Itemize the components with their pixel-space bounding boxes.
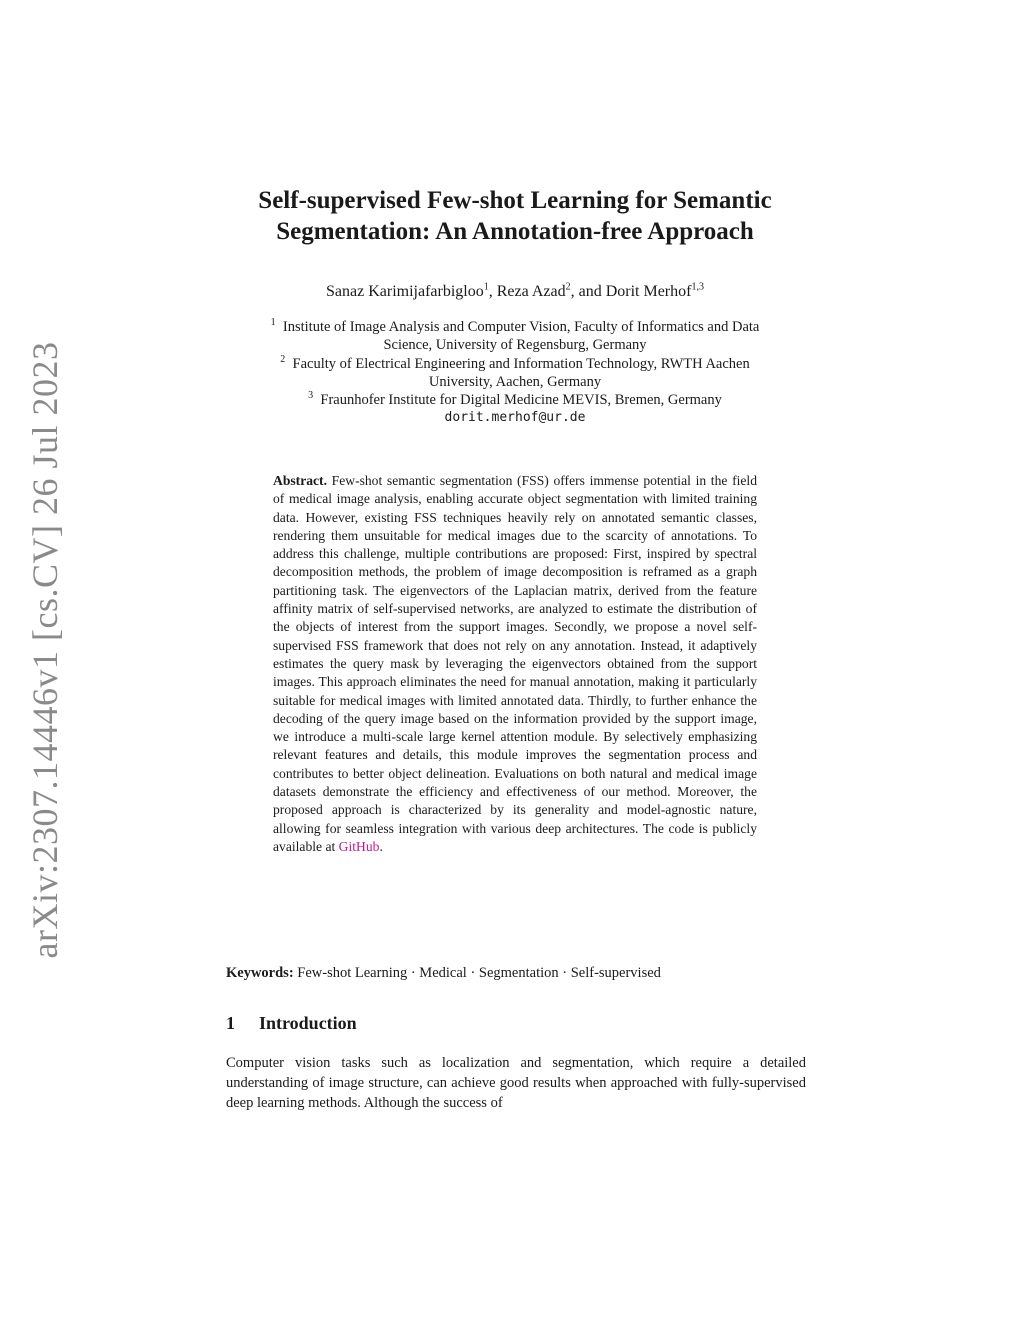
keywords xyxy=(226,965,806,982)
author-list xyxy=(200,283,830,301)
affiliation-2 xyxy=(225,355,805,373)
affiliation-list xyxy=(225,318,805,428)
paper-title-line-1: Self-supervised Few-shot Learning for Semantic xyxy=(258,187,772,214)
section-number: 1 xyxy=(226,1013,235,1033)
author-separator: , xyxy=(488,283,497,300)
author-name: Sanaz Karimijafarbigloo xyxy=(326,283,484,300)
keywords-label: Keywords: xyxy=(226,965,294,981)
affiliation-text: Faculty of Electrical Engineering and Information Technology, RWTH Aachen xyxy=(292,355,750,372)
affiliation-mark: 1 xyxy=(270,317,276,329)
affiliation-1 xyxy=(225,318,805,336)
github-link[interactable]: GitHub xyxy=(338,838,380,854)
affiliation-3 xyxy=(225,391,805,409)
author-name: Dorit Merhof xyxy=(605,283,692,300)
abstract-text: Few-shot semantic segmentation (FSS) offers immense potential in the field of medical image analysis, enabling accurate object segmentation with limited training data. However, existing FSS techniques heavily rely on annotated semantic classes, rendering them unsuitable for medical images due to the scarcity of annotations. To address this challenge, multiple contributions are proposed: First, inspired by spectral decomposition methods, the problem of image decomposition is reframed as a graph partitioning task. The eigenvectors of the Laplacian matrix, derived from the feature affinity matrix of self-supervised networks, are analyzed to estimate the distribution of the objects of interest from the support images. Secondly, we propose a novel self-supervised FSS framework that does not rely on any annotation. Instead, it adaptively estimates the query mask by leveraging the eigenvectors obtained from the support images. This approach eliminates the need for manual annotation, making it particularly suitable for medical images with limited annotated data. Thirdly, to further enhance the decoding of the query image based on the information provided by the support image, we introduce a multi-scale large kernel attention module. By selectively emphasizing relevant features and details, this module improves the segmentation process and contributes to better object delineation. Evaluations on both natural and medical image datasets demonstrate the efficiency and effectiveness of our method. Moreover, the proposed approach is characterized by its generality and model-agnostic nature, allowing for seamless integration with various deep architectures. The code is publicly available at xyxy=(273,473,757,854)
author-affiliation-mark: 2 xyxy=(565,281,571,293)
abstract-label: Abstract. xyxy=(273,473,327,488)
paper-title-line-2: Segmentation: An Annotation-free Approach xyxy=(276,218,754,245)
abstract-end: . xyxy=(379,838,383,854)
section-heading xyxy=(226,1013,357,1034)
introduction-paragraph: Computer vision tasks such as localization and segmentation, which require a detailed understanding of image structure, can achieve good results when approached with fully-supervised deep learning methods. Although the success of xyxy=(226,1055,806,1111)
author-name: Reza Azad xyxy=(496,283,566,300)
author-separator: , and xyxy=(570,283,606,300)
affiliation-1-continued: Science, University of Regensburg, Germany xyxy=(383,337,647,354)
affiliation-text: Fraunhofer Institute for Digital Medicine MEVIS, Bremen, Germany xyxy=(320,392,722,409)
section-title: Introduction xyxy=(259,1013,357,1033)
paper-title xyxy=(200,185,830,247)
author-affiliation-mark: 1 xyxy=(483,281,489,293)
author-affiliation-mark: 1,3 xyxy=(691,281,704,293)
affiliation-mark: 2 xyxy=(280,353,286,365)
keywords-text: Few-shot Learning · Medical · Segmentation · Self-supervised xyxy=(297,965,661,981)
contact-email: dorit.merhof@ur.de xyxy=(444,410,586,426)
arxiv-stamp: arXiv:2307.14446v1 [cs.CV] 26 Jul 2023 xyxy=(25,341,65,959)
affiliation-2-continued: University, Aachen, Germany xyxy=(428,373,602,390)
affiliation-mark: 3 xyxy=(308,390,314,402)
abstract xyxy=(273,472,757,856)
affiliation-text: Institute of Image Analysis and Computer Vision, Faculty of Informatics and Data xyxy=(282,319,760,335)
